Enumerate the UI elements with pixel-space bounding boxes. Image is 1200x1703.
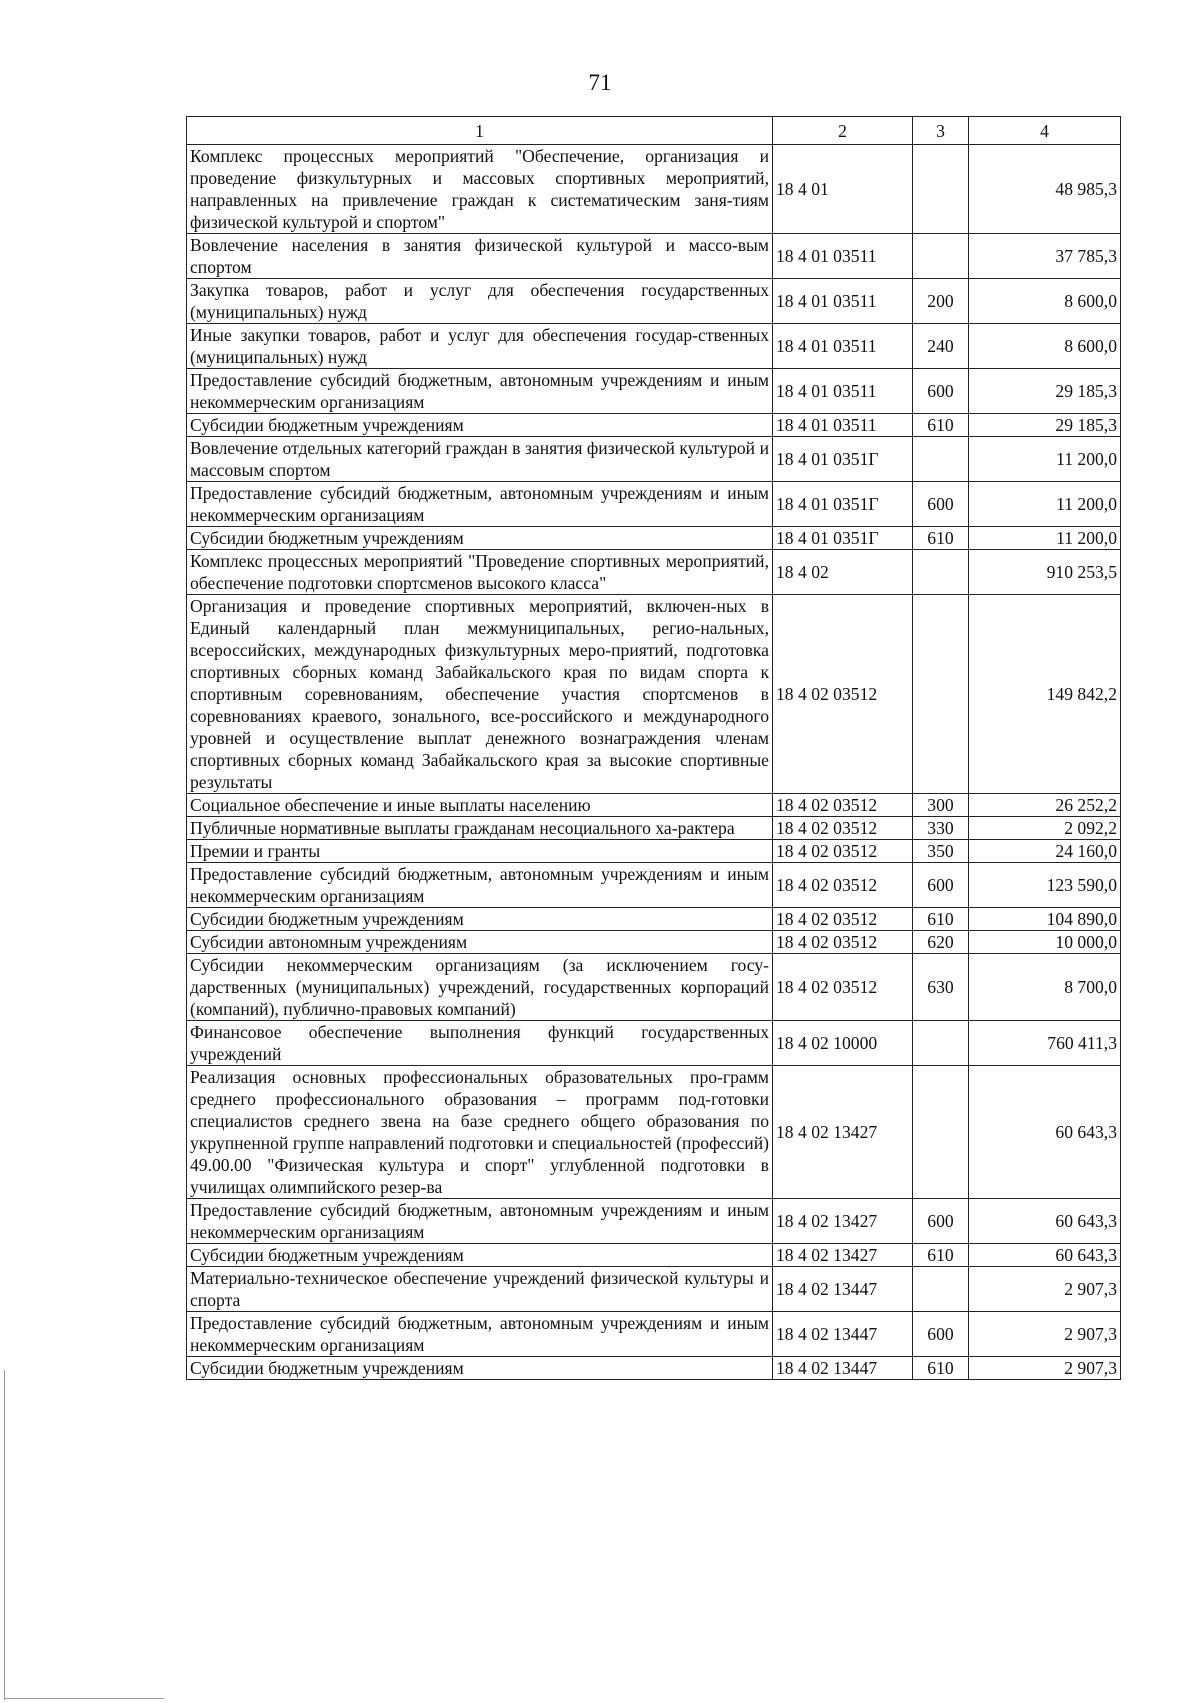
row-type-cell bbox=[913, 437, 969, 482]
row-type-cell: 610 bbox=[913, 527, 969, 550]
row-name-cell: Комплекс процессных мероприятий "Обеспечение, организация и проведение физкультурных и массовых спортивных мероприятий, направленных на привлечение граждан к систематическим заня-тиям физической культурой и спортом" bbox=[187, 145, 773, 234]
row-type-cell: 600 bbox=[913, 1312, 969, 1357]
row-amount-cell: 60 643,3 bbox=[969, 1244, 1121, 1267]
row-name-cell: Предоставление субсидий бюджетным, автономным учреждениям и иным некоммерческим организациям bbox=[187, 863, 773, 908]
row-amount-cell: 26 252,2 bbox=[969, 794, 1121, 817]
row-amount-cell: 10 000,0 bbox=[969, 931, 1121, 954]
row-amount-cell: 11 200,0 bbox=[969, 437, 1121, 482]
table-row bbox=[187, 1357, 1121, 1380]
table-row bbox=[187, 817, 1121, 840]
row-amount-cell: 910 253,5 bbox=[969, 550, 1121, 595]
table-row bbox=[187, 324, 1121, 369]
row-code-cell: 18 4 02 13447 bbox=[773, 1312, 913, 1357]
row-code-cell: 18 4 02 03512 bbox=[773, 840, 913, 863]
row-amount-cell: 2 907,3 bbox=[969, 1312, 1121, 1357]
row-name-cell: Премии и гранты bbox=[187, 840, 773, 863]
row-code-cell: 18 4 01 03511 bbox=[773, 414, 913, 437]
row-code-cell: 18 4 01 03511 bbox=[773, 234, 913, 279]
table-row bbox=[187, 414, 1121, 437]
table-row bbox=[187, 437, 1121, 482]
row-code-cell: 18 4 02 10000 bbox=[773, 1021, 913, 1066]
budget-table bbox=[186, 116, 1121, 1380]
row-code-cell: 18 4 02 03512 bbox=[773, 931, 913, 954]
row-amount-cell: 24 160,0 bbox=[969, 840, 1121, 863]
scan-margin-line bbox=[4, 1370, 5, 1700]
row-code-cell: 18 4 01 0351Г bbox=[773, 527, 913, 550]
row-name-cell: Социальное обеспечение и иные выплаты населению bbox=[187, 794, 773, 817]
column-header-4: 4 bbox=[969, 117, 1121, 145]
row-type-cell: 610 bbox=[913, 1357, 969, 1380]
row-amount-cell: 29 185,3 bbox=[969, 414, 1121, 437]
row-code-cell: 18 4 01 bbox=[773, 145, 913, 234]
row-code-cell: 18 4 02 13427 bbox=[773, 1244, 913, 1267]
row-type-cell: 600 bbox=[913, 369, 969, 414]
row-type-cell: 600 bbox=[913, 482, 969, 527]
row-code-cell: 18 4 02 13427 bbox=[773, 1199, 913, 1244]
table-row bbox=[187, 840, 1121, 863]
row-type-cell: 630 bbox=[913, 954, 969, 1021]
row-type-cell: 610 bbox=[913, 1244, 969, 1267]
row-type-cell: 200 bbox=[913, 279, 969, 324]
row-name-cell: Субсидии автономным учреждениям bbox=[187, 931, 773, 954]
row-name-cell: Субсидии бюджетным учреждениям bbox=[187, 1357, 773, 1380]
row-type-cell: 610 bbox=[913, 414, 969, 437]
row-amount-cell: 8 600,0 bbox=[969, 279, 1121, 324]
row-name-cell: Вовлечение отдельных категорий граждан в занятия физической культурой и массовым спортом bbox=[187, 437, 773, 482]
row-amount-cell: 149 842,2 bbox=[969, 595, 1121, 794]
row-amount-cell: 37 785,3 bbox=[969, 234, 1121, 279]
row-amount-cell: 11 200,0 bbox=[969, 527, 1121, 550]
table-row bbox=[187, 527, 1121, 550]
column-header-1: 1 bbox=[187, 117, 773, 145]
row-name-cell: Предоставление субсидий бюджетным, автономным учреждениям и иным некоммерческим организациям bbox=[187, 1199, 773, 1244]
row-code-cell: 18 4 01 03511 bbox=[773, 369, 913, 414]
row-name-cell: Предоставление субсидий бюджетным, автономным учреждениям и иным некоммерческим организациям bbox=[187, 482, 773, 527]
row-amount-cell: 8 700,0 bbox=[969, 954, 1121, 1021]
row-type-cell: 600 bbox=[913, 863, 969, 908]
row-code-cell: 18 4 01 03511 bbox=[773, 279, 913, 324]
row-name-cell: Предоставление субсидий бюджетным, автономным учреждениям и иным некоммерческим организациям bbox=[187, 1312, 773, 1357]
table-row bbox=[187, 794, 1121, 817]
row-amount-cell: 48 985,3 bbox=[969, 145, 1121, 234]
row-code-cell: 18 4 02 03512 bbox=[773, 863, 913, 908]
table-row bbox=[187, 954, 1121, 1021]
row-amount-cell: 104 890,0 bbox=[969, 908, 1121, 931]
row-type-cell bbox=[913, 1066, 969, 1199]
scan-bottom-line bbox=[4, 1698, 164, 1699]
row-name-cell: Материально-техническое обеспечение учреждений физической культуры и спорта bbox=[187, 1267, 773, 1312]
row-type-cell: 350 bbox=[913, 840, 969, 863]
row-code-cell: 18 4 02 13447 bbox=[773, 1267, 913, 1312]
row-amount-cell: 11 200,0 bbox=[969, 482, 1121, 527]
row-type-cell bbox=[913, 1267, 969, 1312]
row-name-cell: Субсидии бюджетным учреждениям bbox=[187, 908, 773, 931]
row-name-cell: Вовлечение населения в занятия физической культурой и массо-вым спортом bbox=[187, 234, 773, 279]
table-row bbox=[187, 145, 1121, 234]
row-type-cell: 330 bbox=[913, 817, 969, 840]
row-code-cell: 18 4 02 03512 bbox=[773, 595, 913, 794]
row-code-cell: 18 4 01 03511 bbox=[773, 324, 913, 369]
row-type-cell: 610 bbox=[913, 908, 969, 931]
table-row bbox=[187, 1267, 1121, 1312]
row-type-cell: 240 bbox=[913, 324, 969, 369]
table-row bbox=[187, 595, 1121, 794]
row-amount-cell: 760 411,3 bbox=[969, 1021, 1121, 1066]
table-row bbox=[187, 550, 1121, 595]
row-name-cell: Субсидии бюджетным учреждениям bbox=[187, 414, 773, 437]
row-amount-cell: 2 907,3 bbox=[969, 1267, 1121, 1312]
row-code-cell: 18 4 02 03512 bbox=[773, 954, 913, 1021]
row-name-cell: Организация и проведение спортивных мероприятий, включен-ных в Единый календарный план межмуниципальных, регио-нальных, всероссийских, международных физкультурных меро-приятий, подготовка спортивных сборных команд Забайкальского края по видам спорта к спортивным соревнованиям, обеспечение участия спортсменов в соревнованиях краевого, зонального, все-российского и международного уровней и осуществление выплат денежного вознаграждения членам спортивных сборных команд Забайкальского края за высокие спортивные результаты bbox=[187, 595, 773, 794]
row-type-cell: 620 bbox=[913, 931, 969, 954]
row-name-cell: Публичные нормативные выплаты гражданам несоциального ха-рактера bbox=[187, 817, 773, 840]
row-name-cell: Комплекс процессных мероприятий "Проведение спортивных мероприятий, обеспечение подготовки спортсменов высокого класса" bbox=[187, 550, 773, 595]
table-row bbox=[187, 863, 1121, 908]
row-type-cell: 600 bbox=[913, 1199, 969, 1244]
row-name-cell: Закупка товаров, работ и услуг для обеспечения государственных (муниципальных) нужд bbox=[187, 279, 773, 324]
table-row bbox=[187, 931, 1121, 954]
row-type-cell bbox=[913, 550, 969, 595]
table-row bbox=[187, 908, 1121, 931]
table-row bbox=[187, 1021, 1121, 1066]
row-amount-cell: 29 185,3 bbox=[969, 369, 1121, 414]
row-amount-cell: 60 643,3 bbox=[969, 1199, 1121, 1244]
row-code-cell: 18 4 02 03512 bbox=[773, 817, 913, 840]
row-amount-cell: 123 590,0 bbox=[969, 863, 1121, 908]
table-row bbox=[187, 279, 1121, 324]
table-row bbox=[187, 1244, 1121, 1267]
row-type-cell bbox=[913, 1021, 969, 1066]
row-name-cell: Субсидии бюджетным учреждениям bbox=[187, 527, 773, 550]
row-name-cell: Иные закупки товаров, работ и услуг для обеспечения государ-ственных (муниципальных) нужд bbox=[187, 324, 773, 369]
row-code-cell: 18 4 02 bbox=[773, 550, 913, 595]
row-name-cell: Предоставление субсидий бюджетным, автономным учреждениям и иным некоммерческим организациям bbox=[187, 369, 773, 414]
row-name-cell: Субсидии некоммерческим организациям (за исключением госу-дарственных (муниципальных) учреждений, государственных корпораций (компаний), публично-правовых компаний) bbox=[187, 954, 773, 1021]
row-name-cell: Субсидии бюджетным учреждениям bbox=[187, 1244, 773, 1267]
page-number: 71 bbox=[588, 70, 612, 95]
row-code-cell: 18 4 02 03512 bbox=[773, 794, 913, 817]
column-header-3: 3 bbox=[913, 117, 969, 145]
table-row bbox=[187, 234, 1121, 279]
table-row bbox=[187, 1312, 1121, 1357]
table-row bbox=[187, 1066, 1121, 1199]
table-row bbox=[187, 1199, 1121, 1244]
column-header-2: 2 bbox=[773, 117, 913, 145]
row-name-cell: Финансовое обеспечение выполнения функций государственных учреждений bbox=[187, 1021, 773, 1066]
row-amount-cell: 60 643,3 bbox=[969, 1066, 1121, 1199]
row-code-cell: 18 4 02 03512 bbox=[773, 908, 913, 931]
row-code-cell: 18 4 02 13427 bbox=[773, 1066, 913, 1199]
row-code-cell: 18 4 01 0351Г bbox=[773, 437, 913, 482]
row-type-cell: 300 bbox=[913, 794, 969, 817]
row-type-cell bbox=[913, 595, 969, 794]
row-name-cell: Реализация основных профессиональных образовательных про-грамм среднего профессионального образования – программ под-готовки специалистов среднего звена на базе среднего общего образования по укрупненной группе направлений подготовки и специальностей (профессий) 49.00.00 "Физическая культура и спорт" углубленной подготовки в училищах олимпийского резер-ва bbox=[187, 1066, 773, 1199]
table-row bbox=[187, 482, 1121, 527]
row-code-cell: 18 4 02 13447 bbox=[773, 1357, 913, 1380]
row-type-cell bbox=[913, 145, 969, 234]
table-body bbox=[187, 145, 1121, 1380]
row-type-cell bbox=[913, 234, 969, 279]
table-header-row bbox=[187, 117, 1121, 145]
row-amount-cell: 2 092,2 bbox=[969, 817, 1121, 840]
row-amount-cell: 2 907,3 bbox=[969, 1357, 1121, 1380]
row-amount-cell: 8 600,0 bbox=[969, 324, 1121, 369]
table-row bbox=[187, 369, 1121, 414]
row-code-cell: 18 4 01 0351Г bbox=[773, 482, 913, 527]
